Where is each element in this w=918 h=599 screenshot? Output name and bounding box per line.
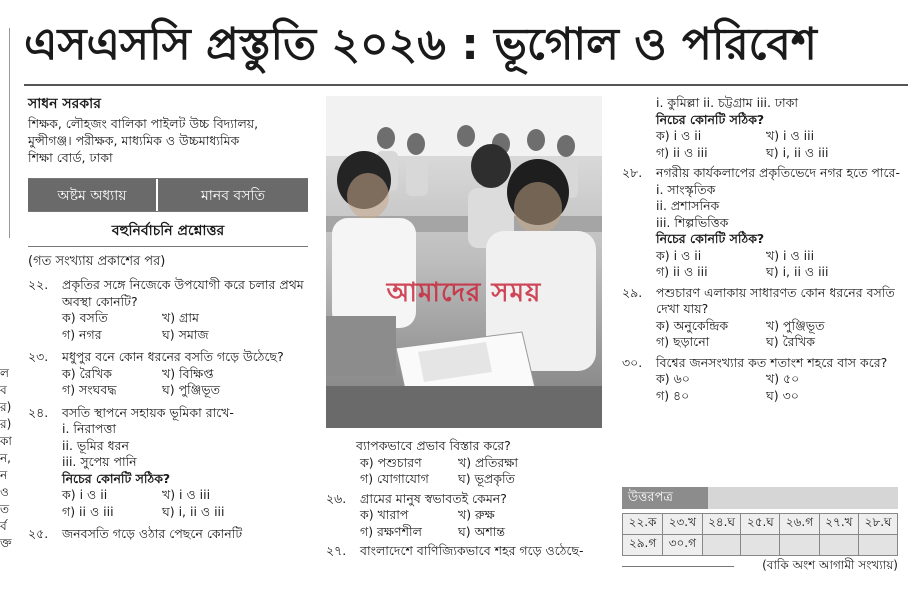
answer-cell: ২৭.খ bbox=[819, 514, 858, 535]
option-row bbox=[622, 334, 908, 351]
option-row bbox=[622, 318, 908, 335]
answer-cell: ২৩.খ bbox=[663, 514, 702, 535]
option: ক) খারাপ bbox=[360, 507, 409, 522]
question-28 bbox=[622, 165, 908, 182]
option: গ) ii ও iii bbox=[656, 264, 708, 279]
answer-row bbox=[623, 514, 898, 535]
author-description bbox=[28, 115, 308, 166]
strip-fragment: ন, bbox=[0, 451, 11, 465]
option-row bbox=[622, 388, 908, 405]
strip-rule bbox=[0, 28, 10, 238]
option: ঘ) রৈখিক bbox=[766, 334, 816, 349]
option-row bbox=[622, 371, 908, 388]
option: ক) পশুচারণ bbox=[360, 454, 422, 470]
strip-fragment: ক্ত bbox=[0, 536, 12, 550]
option: গ) সংঘবদ্ধ bbox=[62, 382, 117, 397]
strip-fragment: র) bbox=[0, 400, 12, 414]
option: ক) i ও ii bbox=[656, 128, 702, 143]
question-text: বসতি স্থাপনে সহায়ক ভূমিকা রাখে- bbox=[62, 404, 234, 420]
question-22 bbox=[28, 277, 308, 310]
option: ক) বসতি bbox=[62, 310, 108, 325]
answer-row bbox=[623, 535, 898, 556]
left-column bbox=[28, 95, 308, 543]
option: ক) ৬০ bbox=[656, 371, 690, 386]
option: ঘ) i, ii ও iii bbox=[162, 503, 225, 519]
question-27 bbox=[326, 543, 616, 560]
option: ঘ) সমাজ bbox=[162, 326, 209, 342]
question-text: পশুচারণ এলাকায় সাধারণত কোন ধরনের বসতি দেখা যায়? bbox=[656, 284, 895, 316]
question-number: ২৮. bbox=[622, 165, 643, 180]
option: গ) ii ও iii bbox=[62, 503, 114, 519]
option: ঘ) অশান্ত bbox=[458, 523, 506, 539]
middle-column bbox=[326, 438, 616, 560]
headline-rule bbox=[24, 84, 908, 86]
answer-key-title: উত্তরপত্র bbox=[622, 487, 708, 509]
question-number: ২৭. bbox=[326, 543, 347, 558]
answer-grid bbox=[622, 513, 898, 556]
option-row bbox=[28, 382, 308, 399]
question-text: গ্রামের মানুষ স্বভাবতই কেমন? bbox=[360, 490, 507, 506]
option: খ) বিক্ষিপ্ত bbox=[162, 365, 214, 381]
answer-cell: ২৫.ঘ bbox=[741, 514, 780, 535]
question-26 bbox=[326, 491, 616, 508]
option: ঘ) i, ii ও iii bbox=[766, 144, 829, 160]
question-number: ২৬. bbox=[326, 490, 347, 506]
option: খ) i ও iii bbox=[766, 247, 815, 263]
answer-cell: ২৬.গ bbox=[780, 514, 819, 535]
continued-next-note: (বাকি অংশ আগামী সংখ্যায়) bbox=[762, 558, 898, 572]
section-title: বহুনির্বাচনি প্রশ্নোত্তর bbox=[111, 223, 225, 239]
author-line: মুন্সীগঞ্জ। পরীক্ষক, মাধ্যমিক ও উচ্চমাধ্যমিক bbox=[28, 133, 240, 148]
option-row bbox=[28, 504, 308, 521]
statement-item: iii. শিল্পভিত্তিক bbox=[656, 214, 729, 230]
question-text: জনবসতি গড়ে ওঠার পেছনে কোনটি bbox=[62, 526, 243, 541]
question-prompt: নিচের কোনটি সঠিক? bbox=[656, 111, 765, 127]
option: ক) রৈখিক bbox=[62, 365, 113, 381]
strip-fragment: ব bbox=[0, 383, 7, 397]
option: খ) i ও iii bbox=[766, 128, 815, 143]
question-prompt: নিচের কোনটি সঠিক? bbox=[62, 470, 171, 486]
question-29 bbox=[622, 285, 908, 318]
answer-cell: ২৯.গ bbox=[623, 535, 663, 556]
question-text: বাংলাদেশে বাণিজ্যিকভাবে শহর গড়ে ওঠেছে- bbox=[360, 543, 584, 558]
chapter-title: মানব বসতি bbox=[158, 179, 308, 211]
option: ঘ) পুঞ্জিভূত bbox=[162, 382, 221, 397]
option-row bbox=[28, 366, 308, 383]
option: গ) যোগাযোগ bbox=[360, 471, 429, 486]
answer-cell-empty bbox=[859, 535, 898, 556]
option: খ) রুক্ষ bbox=[458, 507, 495, 522]
option: গ) নগর bbox=[62, 326, 102, 342]
statement-item: ii. প্রশাসনিক bbox=[656, 198, 720, 213]
option-row bbox=[622, 128, 908, 145]
watermark-logo: আমাদের সময় bbox=[386, 278, 542, 308]
section-rule bbox=[28, 246, 308, 247]
answer-cell: ২২.ক bbox=[623, 514, 663, 535]
option: ঘ) ৩০ bbox=[766, 387, 799, 403]
option: ঘ) ভূপ্রকৃতি bbox=[458, 471, 515, 486]
question-list bbox=[28, 277, 308, 543]
exam-hall-photo bbox=[326, 96, 602, 428]
question-number: ৩০. bbox=[622, 354, 643, 370]
option-row bbox=[622, 145, 908, 162]
option-row bbox=[622, 264, 908, 281]
question-number: ২৩. bbox=[28, 349, 49, 364]
option-row bbox=[326, 471, 616, 488]
question-23 bbox=[28, 349, 308, 366]
strip-fragment: ল bbox=[0, 366, 9, 380]
statement-item: i. কুমিল্লা ii. চট্টগ্রাম iii. ঢাকা bbox=[656, 95, 799, 110]
strip-fragment: ত bbox=[0, 502, 10, 516]
answer-key-header-bar bbox=[708, 487, 898, 509]
option-row bbox=[326, 455, 616, 472]
answer-key bbox=[622, 487, 898, 556]
question-25-continuation: ব্যাপকভাবে প্রভাব বিস্তার করে? bbox=[356, 438, 511, 453]
answer-cell-empty bbox=[819, 535, 858, 556]
chapter-number: অষ্টম অধ্যায় bbox=[28, 179, 158, 211]
statement-item: i. সাংস্কৃতিক bbox=[656, 181, 716, 197]
option-row bbox=[622, 248, 908, 265]
option: গ) ii ও iii bbox=[656, 144, 708, 160]
option: খ) গ্রাম bbox=[162, 310, 199, 325]
option-row bbox=[326, 507, 616, 524]
author-line: শিক্ষক, লৌহজং বালিকা পাইলট উচ্চ বিদ্যালয়, bbox=[28, 116, 259, 131]
option: খ) প্রতিরক্ষা bbox=[458, 454, 518, 470]
strip-fragment: কা bbox=[0, 434, 12, 448]
answer-cell-empty bbox=[702, 535, 741, 556]
answer-cell-empty bbox=[741, 535, 780, 556]
question-25 bbox=[28, 526, 308, 543]
statement-item: ii. ভূমির ধরন bbox=[62, 437, 129, 453]
question-prompt: নিচের কোনটি সঠিক? bbox=[656, 231, 765, 246]
chapter-bar bbox=[28, 178, 308, 212]
option: গ) ৪০ bbox=[656, 387, 690, 403]
question-text: নগরীয় কার্যকলাপের প্রকৃতিভেদে নগর হতে পারে- bbox=[656, 165, 900, 180]
option: গ) ছড়ানো bbox=[656, 334, 710, 349]
previous-article-strip bbox=[0, 0, 12, 599]
question-text: প্রকৃতির সঙ্গে নিজেকে উপযোগী করে চলার প্রথম অবস্থা কোনটি? bbox=[62, 277, 304, 309]
question-text: মধুপুর বনে কোন ধরনের বসতি গড়ে উঠেছে? bbox=[62, 349, 284, 364]
statement-item: i. নিরাপত্তা bbox=[62, 421, 117, 436]
strip-fragment: ন bbox=[0, 468, 8, 482]
option: ঘ) i, ii ও iii bbox=[766, 264, 829, 279]
continued-note: (গত সংখ্যায় প্রকাশের পর) bbox=[28, 254, 166, 269]
answer-key-header bbox=[622, 487, 898, 509]
question-24 bbox=[28, 405, 308, 422]
strip-fragment: ও bbox=[0, 485, 9, 499]
answer-cell: ২৮.ঘ bbox=[859, 514, 898, 535]
option-row bbox=[326, 524, 616, 541]
option-row bbox=[28, 327, 308, 344]
photo-illustration bbox=[326, 96, 602, 428]
strip-fragment: ৰ্ব bbox=[0, 519, 7, 533]
strip-fragment: র) bbox=[0, 417, 12, 431]
right-column bbox=[622, 95, 908, 404]
author-line: শিক্ষা বোর্ড, ঢাকা bbox=[28, 150, 113, 165]
statement-item: iii. সুপেয় পানি bbox=[62, 454, 137, 469]
option-row bbox=[28, 310, 308, 327]
option: খ) ৫০ bbox=[766, 371, 800, 386]
option: ক) i ও ii bbox=[656, 247, 702, 263]
question-number: ২৪. bbox=[28, 404, 49, 420]
option: খ) পুঞ্জিভূত bbox=[766, 317, 825, 333]
option: ক) অনুকেন্দ্রিক bbox=[656, 317, 729, 333]
option: গ) রক্ষণশীল bbox=[360, 523, 422, 539]
question-text: বিশ্বের জনসংখ্যার কত শতাংশ শহরে বাস করে? bbox=[656, 354, 888, 370]
option: ক) i ও ii bbox=[62, 487, 108, 502]
answer-cell: ২৪.ঘ bbox=[702, 514, 741, 535]
page-headline: এসএসসি প্রস্তুতি ২০২৬ : ভূগোল ও পরিবেশ bbox=[24, 19, 817, 70]
answer-cell: ৩০.গ bbox=[663, 535, 702, 556]
option: খ) i ও iii bbox=[162, 487, 211, 502]
author-name: সাধন সরকার bbox=[28, 96, 101, 112]
question-number: ২৫. bbox=[28, 526, 49, 541]
answer-cell-empty bbox=[780, 535, 819, 556]
question-number: ২২. bbox=[28, 277, 49, 292]
question-30 bbox=[622, 355, 908, 372]
question-number: ২৯. bbox=[622, 284, 643, 300]
option-row bbox=[28, 487, 308, 504]
